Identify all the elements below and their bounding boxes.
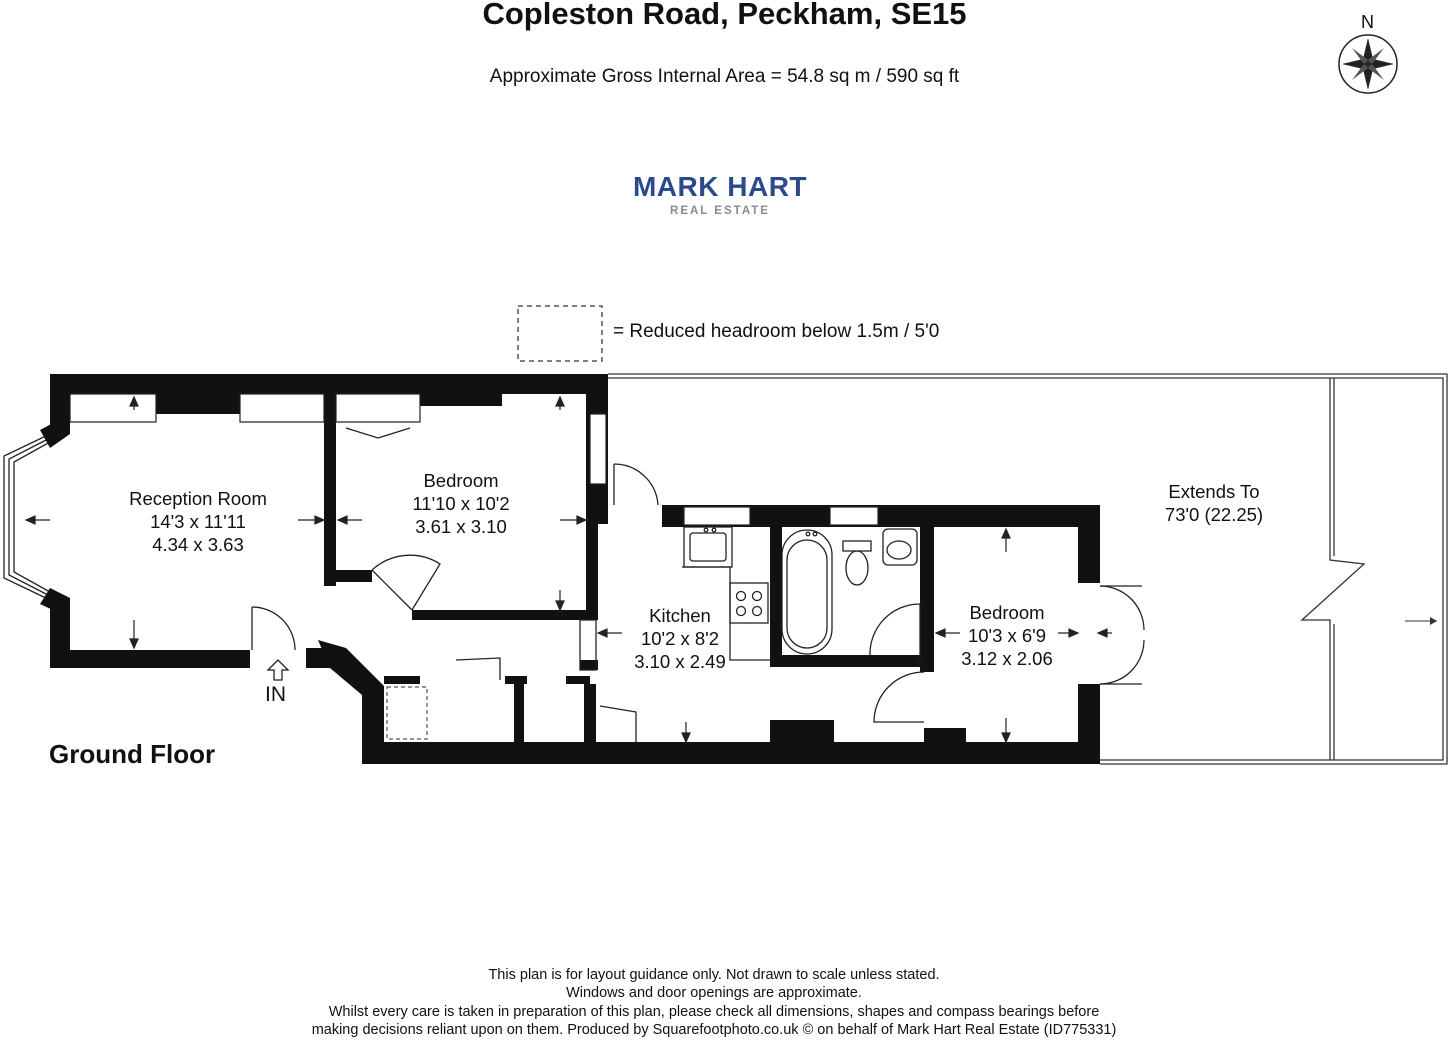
garden-extends-value: 73'0 (22.25) xyxy=(1164,504,1264,525)
room-name: Kitchen xyxy=(649,605,711,626)
room-size-metric: 4.34 x 3.63 xyxy=(152,534,244,555)
legend-text: = Reduced headroom below 1.5m / 5'0 xyxy=(613,321,940,342)
room-kitchen xyxy=(604,604,756,673)
agent-logo-name: MARK HART xyxy=(632,171,808,202)
dimension-arrows xyxy=(26,397,1112,742)
room-size-imperial: 14'3 x 11'11 xyxy=(150,511,246,532)
plan-title: Copleston Road, Peckham, SE15 xyxy=(482,0,967,31)
room-bedroom-1 xyxy=(380,469,542,538)
garden-label xyxy=(1134,480,1294,526)
room-size-metric: 3.12 x 2.06 xyxy=(961,648,1053,669)
room-size-metric: 3.10 x 2.49 xyxy=(634,651,726,672)
disclaimer-line: Whilst every care is taken in preparation of this plan, please check all dimensions, shapes and compass bearings before xyxy=(328,1003,1100,1020)
walls xyxy=(50,374,1100,764)
room-name: Reception Room xyxy=(129,488,267,509)
room-reception xyxy=(98,487,298,556)
disclaimer-line: making decisions reliant upon on them. Produced by Squarefootphoto.co.uk © on behalf of Mark Hart Real Estate (ID775331) xyxy=(311,1021,1117,1038)
entrance-label: IN xyxy=(265,683,286,706)
garden-outline xyxy=(608,374,1447,764)
bay-window xyxy=(4,414,70,618)
room-name: Bedroom xyxy=(423,470,499,491)
entrance-arrow-icon xyxy=(268,660,288,680)
room-bedroom-2 xyxy=(936,601,1078,670)
gross-area: Approximate Gross Internal Area = 54.8 sq m / 590 sq ft xyxy=(489,66,960,87)
room-size-imperial: 10'3 x 6'9 xyxy=(967,625,1047,646)
legend-swatch xyxy=(518,306,602,361)
compass-north-label: N xyxy=(1361,12,1374,32)
room-size-metric: 3.61 x 3.10 xyxy=(415,516,507,537)
disclaimer-line: Windows and door openings are approximate. xyxy=(566,985,862,1002)
room-name: Bedroom xyxy=(969,602,1045,623)
room-size-imperial: 10'2 x 8'2 xyxy=(640,628,720,649)
garden-extends-label: Extends To xyxy=(1168,481,1260,502)
floor-label: Ground Floor xyxy=(49,739,216,769)
compass-icon xyxy=(1339,35,1397,93)
room-size-imperial: 11'10 x 10'2 xyxy=(412,493,510,514)
agent-logo-subtitle: REAL ESTATE xyxy=(670,205,770,217)
disclaimer-line: This plan is for layout guidance only. Not drawn to scale unless stated. xyxy=(488,967,940,983)
reduced-headroom-area xyxy=(387,687,427,739)
disclaimer xyxy=(0,966,1428,1039)
